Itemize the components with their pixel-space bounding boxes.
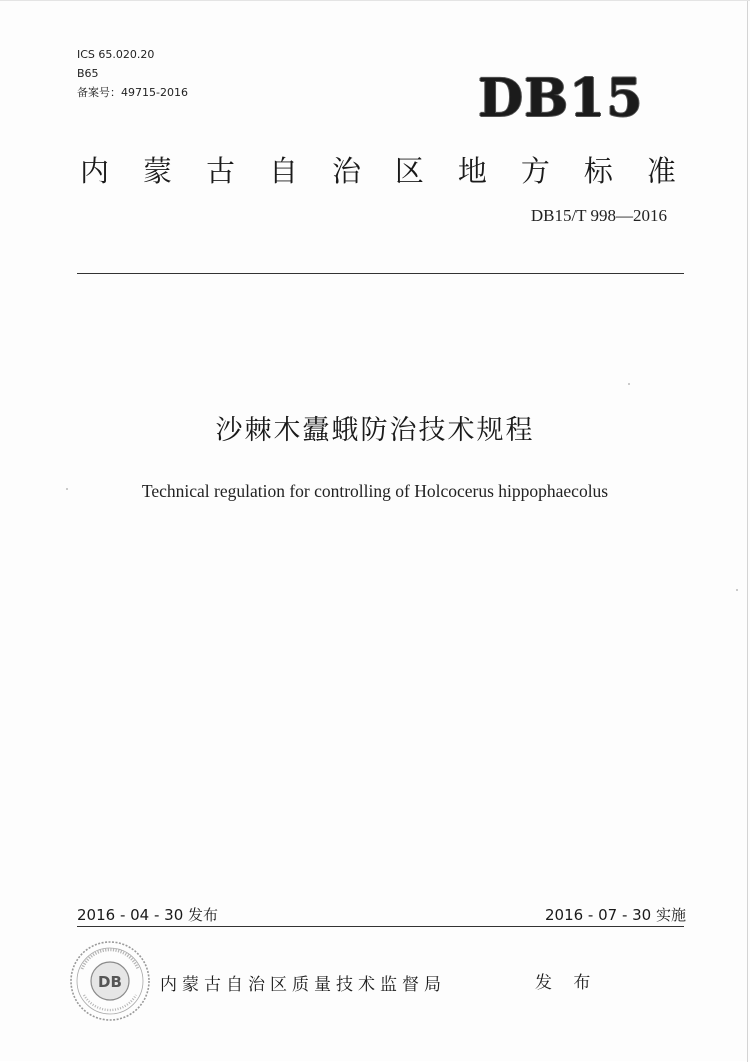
ics-code: ICS 65.020.20 (77, 48, 155, 61)
title-chinese: 沙棘木蠹蛾防治技术规程 (215, 415, 535, 446)
standard-type-char: 准 (646, 154, 676, 188)
scan-edge (747, 1, 748, 1062)
title-english: Technical regulation for controlling of Holcocerus hippophaecolus (141, 481, 609, 501)
standard-type-char: 地 (457, 154, 487, 188)
effective-date: 2016 - 07 - 30 实施 (544, 906, 686, 924)
publish-date: 2016 - 04 - 30 发布 (77, 906, 219, 924)
bottom-divider (77, 926, 684, 927)
scan-speck (66, 488, 68, 490)
standard-type-char: 区 (394, 154, 424, 188)
standard-type-char: 标 (583, 154, 613, 188)
issue-label: 发 布 (535, 973, 599, 993)
issuing-authority: 内蒙古自治区质量技术监督局 (160, 975, 446, 995)
standard-type-char: 治 (331, 154, 361, 188)
standard-type-char: 自 (268, 154, 298, 188)
filing-number: 备案号：49715-2016 (77, 86, 188, 99)
standard-type-char: 古 (205, 154, 235, 188)
header-meta (77, 45, 188, 102)
scan-speck (628, 383, 630, 385)
standard-type-char: 内 (80, 154, 110, 188)
db15-logo: DB15 (478, 68, 644, 129)
top-divider (77, 273, 684, 274)
standard-number: DB15/T 998—2016 (530, 206, 667, 225)
classification-code: B65 (77, 67, 99, 80)
standard-type-char: 方 (520, 154, 550, 188)
issuer-seal-stamp (68, 939, 152, 1023)
scan-speck (736, 589, 738, 591)
standard-type-char: 蒙 (142, 154, 172, 188)
standard-type (80, 151, 676, 191)
seal-text: DB (98, 973, 122, 991)
